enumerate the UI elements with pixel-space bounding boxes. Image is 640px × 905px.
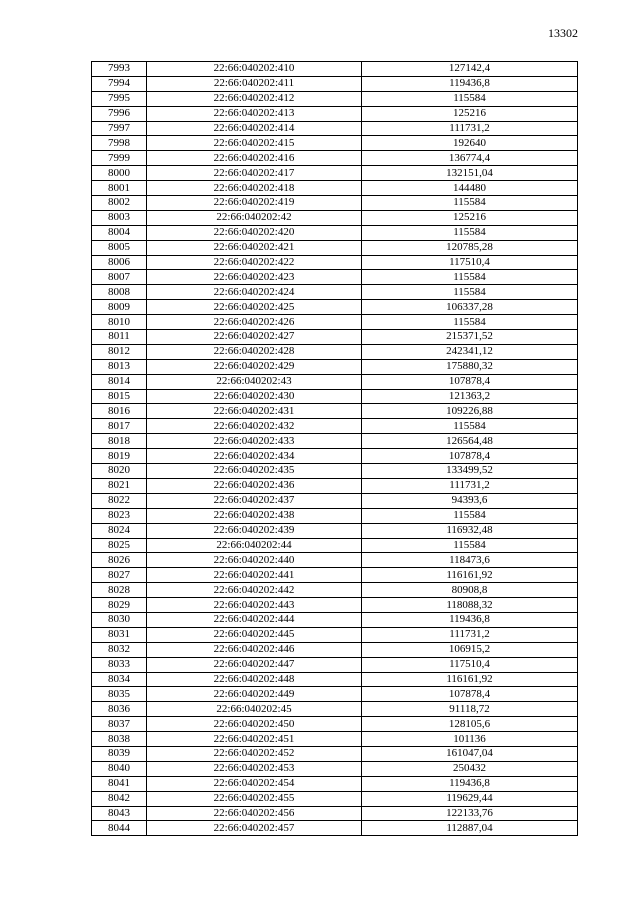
cadastral-value-cell: 117510,4 <box>362 657 578 672</box>
table-row <box>92 553 578 568</box>
table-row <box>92 776 578 791</box>
cadastral-value-cell: 119436,8 <box>362 76 578 91</box>
row-number-cell: 8042 <box>92 791 147 806</box>
table-row <box>92 523 578 538</box>
cadastral-number-cell: 22:66:040202:443 <box>147 598 362 613</box>
cadastral-value-cell: 242341,12 <box>362 344 578 359</box>
cadastral-number-cell: 22:66:040202:434 <box>147 449 362 464</box>
table-row <box>92 672 578 687</box>
table-body <box>92 62 578 836</box>
row-number-cell: 8034 <box>92 672 147 687</box>
cadastral-number-cell: 22:66:040202:442 <box>147 583 362 598</box>
row-number-cell: 8033 <box>92 657 147 672</box>
cadastral-number-cell: 22:66:040202:415 <box>147 136 362 151</box>
cadastral-value-cell: 119436,8 <box>362 612 578 627</box>
row-number-cell: 8010 <box>92 315 147 330</box>
cadastral-value-cell: 116932,48 <box>362 523 578 538</box>
cadastral-number-cell: 22:66:040202:437 <box>147 493 362 508</box>
cadastral-number-cell: 22:66:040202:416 <box>147 151 362 166</box>
row-number-cell: 8003 <box>92 210 147 225</box>
table-row <box>92 151 578 166</box>
cadastral-number-cell: 22:66:040202:440 <box>147 553 362 568</box>
table-row <box>92 62 578 77</box>
row-number-cell: 7997 <box>92 121 147 136</box>
row-number-cell: 8005 <box>92 240 147 255</box>
row-number-cell: 8002 <box>92 196 147 211</box>
cadastral-value-cell: 117510,4 <box>362 255 578 270</box>
cadastral-value-cell: 111731,2 <box>362 627 578 642</box>
cadastral-value-cell: 125216 <box>362 210 578 225</box>
cadastral-value-cell: 107878,4 <box>362 687 578 702</box>
row-number-cell: 8015 <box>92 389 147 404</box>
row-number-cell: 7998 <box>92 136 147 151</box>
cadastral-value-cell: 115584 <box>362 315 578 330</box>
table-row <box>92 225 578 240</box>
row-number-cell: 8035 <box>92 687 147 702</box>
table-row <box>92 121 578 136</box>
cadastral-value-cell: 121363,2 <box>362 389 578 404</box>
cadastral-number-cell: 22:66:040202:411 <box>147 76 362 91</box>
cadastral-number-cell: 22:66:040202:42 <box>147 210 362 225</box>
cadastral-number-cell: 22:66:040202:414 <box>147 121 362 136</box>
cadastral-number-cell: 22:66:040202:452 <box>147 746 362 761</box>
row-number-cell: 8000 <box>92 166 147 181</box>
cadastral-value-cell: 91118,72 <box>362 702 578 717</box>
cadastral-value-cell: 115584 <box>362 419 578 434</box>
cadastral-value-cell: 115584 <box>362 196 578 211</box>
cadastral-number-cell: 22:66:040202:419 <box>147 196 362 211</box>
cadastral-number-cell: 22:66:040202:43 <box>147 374 362 389</box>
cadastral-value-cell: 215371,52 <box>362 330 578 345</box>
cadastral-number-cell: 22:66:040202:436 <box>147 478 362 493</box>
cadastral-number-cell: 22:66:040202:453 <box>147 761 362 776</box>
table-row <box>92 389 578 404</box>
row-number-cell: 8007 <box>92 270 147 285</box>
cadastral-value-cell: 161047,04 <box>362 746 578 761</box>
table-row <box>92 300 578 315</box>
cadastral-number-cell: 22:66:040202:451 <box>147 732 362 747</box>
table-row <box>92 657 578 672</box>
cadastral-number-cell: 22:66:040202:457 <box>147 821 362 836</box>
cadastral-number-cell: 22:66:040202:431 <box>147 404 362 419</box>
table-row <box>92 196 578 211</box>
row-number-cell: 8021 <box>92 478 147 493</box>
table-row <box>92 359 578 374</box>
row-number-cell: 8017 <box>92 419 147 434</box>
cadastral-value-cell: 115584 <box>362 225 578 240</box>
cadastral-value-cell: 115584 <box>362 538 578 553</box>
cadastral-number-cell: 22:66:040202:420 <box>147 225 362 240</box>
cadastral-number-cell: 22:66:040202:417 <box>147 166 362 181</box>
table-row <box>92 449 578 464</box>
row-number-cell: 7993 <box>92 62 147 77</box>
table-row <box>92 702 578 717</box>
row-number-cell: 8018 <box>92 434 147 449</box>
cadastral-value-cell: 122133,76 <box>362 806 578 821</box>
table-row <box>92 806 578 821</box>
table-row <box>92 270 578 285</box>
table-row <box>92 627 578 642</box>
table-row <box>92 344 578 359</box>
table-row <box>92 240 578 255</box>
page-number: 13302 <box>548 26 578 40</box>
row-number-cell: 8001 <box>92 181 147 196</box>
cadastral-number-cell: 22:66:040202:422 <box>147 255 362 270</box>
cadastral-value-cell: 120785,28 <box>362 240 578 255</box>
cadastral-value-cell: 116161,92 <box>362 568 578 583</box>
row-number-cell: 8030 <box>92 612 147 627</box>
table-row <box>92 315 578 330</box>
table-row <box>92 419 578 434</box>
cadastral-number-cell: 22:66:040202:45 <box>147 702 362 717</box>
table-row <box>92 598 578 613</box>
cadastral-value-cell: 119629,44 <box>362 791 578 806</box>
cadastral-value-cell: 119436,8 <box>362 776 578 791</box>
cadastral-value-cell: 101136 <box>362 732 578 747</box>
cadastral-number-cell: 22:66:040202:427 <box>147 330 362 345</box>
cadastral-number-cell: 22:66:040202:423 <box>147 270 362 285</box>
row-number-cell: 8008 <box>92 285 147 300</box>
table-row <box>92 642 578 657</box>
cadastral-value-cell: 175880,32 <box>362 359 578 374</box>
table-row <box>92 538 578 553</box>
cadastral-number-cell: 22:66:040202:456 <box>147 806 362 821</box>
row-number-cell: 8038 <box>92 732 147 747</box>
cadastral-value-cell: 136774,4 <box>362 151 578 166</box>
table-row <box>92 255 578 270</box>
cadastral-value-cell: 111731,2 <box>362 121 578 136</box>
cadastral-value-cell: 127142,4 <box>362 62 578 77</box>
table-row <box>92 478 578 493</box>
row-number-cell: 8014 <box>92 374 147 389</box>
table-row <box>92 687 578 702</box>
row-number-cell: 8023 <box>92 508 147 523</box>
row-number-cell: 8011 <box>92 330 147 345</box>
cadastral-number-cell: 22:66:040202:454 <box>147 776 362 791</box>
cadastral-value-cell: 107878,4 <box>362 374 578 389</box>
cadastral-number-cell: 22:66:040202:449 <box>147 687 362 702</box>
cadastral-number-cell: 22:66:040202:424 <box>147 285 362 300</box>
cadastral-number-cell: 22:66:040202:421 <box>147 240 362 255</box>
cadastral-value-cell: 111731,2 <box>362 478 578 493</box>
row-number-cell: 8022 <box>92 493 147 508</box>
cadastral-value-cell: 109226,88 <box>362 404 578 419</box>
table-row <box>92 791 578 806</box>
cadastral-value-cell: 80908,8 <box>362 583 578 598</box>
cadastral-number-cell: 22:66:040202:429 <box>147 359 362 374</box>
table-row <box>92 330 578 345</box>
row-number-cell: 8028 <box>92 583 147 598</box>
table-row <box>92 508 578 523</box>
cadastral-number-cell: 22:66:040202:455 <box>147 791 362 806</box>
cadastral-number-cell: 22:66:040202:435 <box>147 464 362 479</box>
cadastral-value-cell: 115584 <box>362 91 578 106</box>
row-number-cell: 8043 <box>92 806 147 821</box>
cadastral-number-cell: 22:66:040202:441 <box>147 568 362 583</box>
cadastral-value-cell: 94393,6 <box>362 493 578 508</box>
table-row <box>92 106 578 121</box>
cadastral-value-cell: 126564,48 <box>362 434 578 449</box>
cadastral-value-cell: 250432 <box>362 761 578 776</box>
row-number-cell: 8006 <box>92 255 147 270</box>
row-number-cell: 8029 <box>92 598 147 613</box>
table-row <box>92 612 578 627</box>
row-number-cell: 8027 <box>92 568 147 583</box>
row-number-cell: 8016 <box>92 404 147 419</box>
row-number-cell: 8025 <box>92 538 147 553</box>
cadastral-number-cell: 22:66:040202:413 <box>147 106 362 121</box>
cadastral-value-cell: 106915,2 <box>362 642 578 657</box>
cadastral-number-cell: 22:66:040202:44 <box>147 538 362 553</box>
table-row <box>92 374 578 389</box>
cadastral-number-cell: 22:66:040202:447 <box>147 657 362 672</box>
cadastral-number-cell: 22:66:040202:438 <box>147 508 362 523</box>
table-row <box>92 746 578 761</box>
row-number-cell: 8024 <box>92 523 147 538</box>
cadastral-value-cell: 112887,04 <box>362 821 578 836</box>
cadastral-number-cell: 22:66:040202:430 <box>147 389 362 404</box>
row-number-cell: 8036 <box>92 702 147 717</box>
cadastral-value-cell: 144480 <box>362 181 578 196</box>
table-row <box>92 717 578 732</box>
row-number-cell: 8041 <box>92 776 147 791</box>
cadastral-value-table <box>91 61 578 836</box>
cadastral-number-cell: 22:66:040202:412 <box>147 91 362 106</box>
cadastral-number-cell: 22:66:040202:418 <box>147 181 362 196</box>
row-number-cell: 8013 <box>92 359 147 374</box>
cadastral-number-cell: 22:66:040202:448 <box>147 672 362 687</box>
cadastral-value-cell: 125216 <box>362 106 578 121</box>
cadastral-value-cell: 132151,04 <box>362 166 578 181</box>
row-number-cell: 8012 <box>92 344 147 359</box>
table-row <box>92 761 578 776</box>
cadastral-value-cell: 118088,32 <box>362 598 578 613</box>
cadastral-number-cell: 22:66:040202:439 <box>147 523 362 538</box>
cadastral-value-cell: 116161,92 <box>362 672 578 687</box>
cadastral-value-cell: 106337,28 <box>362 300 578 315</box>
table-row <box>92 732 578 747</box>
cadastral-value-cell: 115584 <box>362 508 578 523</box>
table-row <box>92 583 578 598</box>
cadastral-number-cell: 22:66:040202:433 <box>147 434 362 449</box>
table-row <box>92 76 578 91</box>
table-row <box>92 285 578 300</box>
row-number-cell: 7995 <box>92 91 147 106</box>
cadastral-number-cell: 22:66:040202:444 <box>147 612 362 627</box>
table-row <box>92 434 578 449</box>
row-number-cell: 8031 <box>92 627 147 642</box>
row-number-cell: 8032 <box>92 642 147 657</box>
table-row <box>92 210 578 225</box>
cadastral-number-cell: 22:66:040202:432 <box>147 419 362 434</box>
table-row <box>92 136 578 151</box>
table-row <box>92 464 578 479</box>
cadastral-value-cell: 115584 <box>362 285 578 300</box>
row-number-cell: 7999 <box>92 151 147 166</box>
cadastral-number-cell: 22:66:040202:428 <box>147 344 362 359</box>
table-row <box>92 91 578 106</box>
table-row <box>92 568 578 583</box>
cadastral-value-cell: 118473,6 <box>362 553 578 568</box>
cadastral-value-cell: 115584 <box>362 270 578 285</box>
cadastral-value-cell: 128105,6 <box>362 717 578 732</box>
cadastral-value-cell: 107878,4 <box>362 449 578 464</box>
table-row <box>92 821 578 836</box>
row-number-cell: 7996 <box>92 106 147 121</box>
cadastral-number-cell: 22:66:040202:446 <box>147 642 362 657</box>
table-row <box>92 493 578 508</box>
row-number-cell: 8004 <box>92 225 147 240</box>
row-number-cell: 8044 <box>92 821 147 836</box>
row-number-cell: 8020 <box>92 464 147 479</box>
cadastral-number-cell: 22:66:040202:450 <box>147 717 362 732</box>
row-number-cell: 8039 <box>92 746 147 761</box>
cadastral-number-cell: 22:66:040202:426 <box>147 315 362 330</box>
table-row <box>92 166 578 181</box>
row-number-cell: 8026 <box>92 553 147 568</box>
cadastral-number-cell: 22:66:040202:445 <box>147 627 362 642</box>
cadastral-value-cell: 192640 <box>362 136 578 151</box>
cadastral-number-cell: 22:66:040202:410 <box>147 62 362 77</box>
row-number-cell: 8037 <box>92 717 147 732</box>
row-number-cell: 8019 <box>92 449 147 464</box>
table-row <box>92 181 578 196</box>
row-number-cell: 7994 <box>92 76 147 91</box>
row-number-cell: 8040 <box>92 761 147 776</box>
row-number-cell: 8009 <box>92 300 147 315</box>
cadastral-number-cell: 22:66:040202:425 <box>147 300 362 315</box>
cadastral-value-cell: 133499,52 <box>362 464 578 479</box>
table-row <box>92 404 578 419</box>
